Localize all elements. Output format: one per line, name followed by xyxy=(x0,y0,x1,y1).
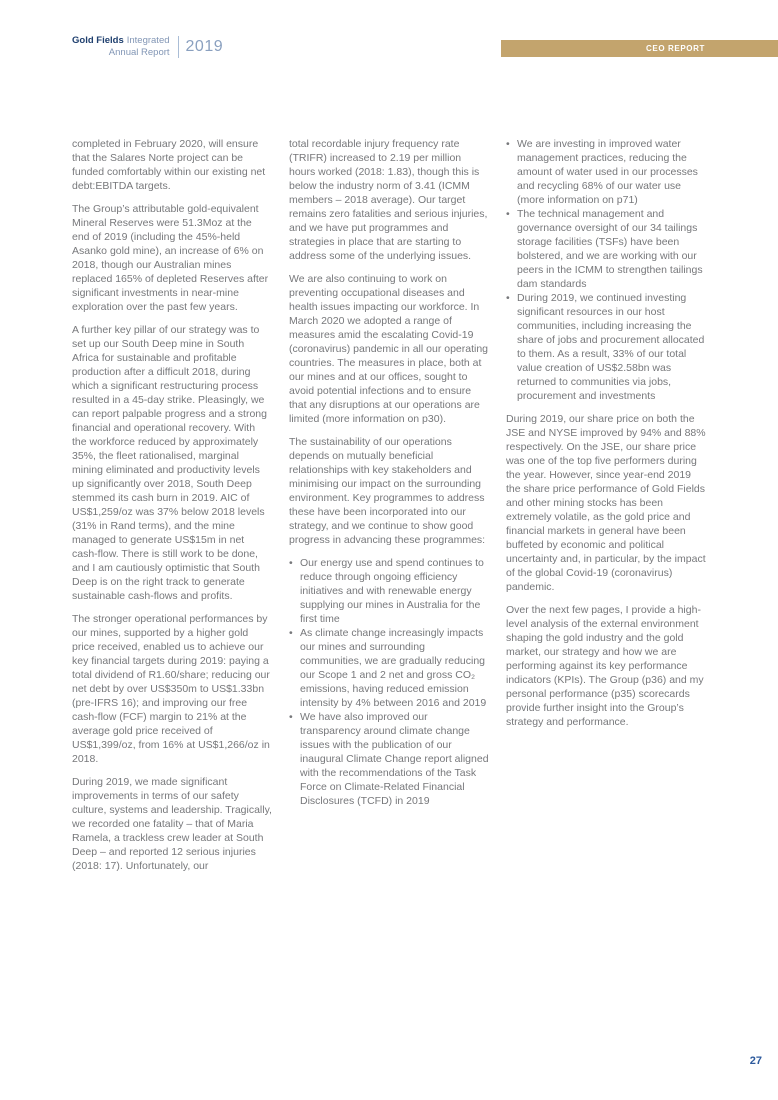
paragraph: A further key pillar of our strategy was to set up our South Deep mine in South Africa for sustainable and profitable production after a difficult 2018, during which a significant restructuring process resulted in a 45-day strike. Pleasingly, we can report palpable progress and a strong financial and operational recovery. With the workforce reduced by approximately 35%, the fleet rationalised, marginal mining eliminated and productivity levels up significantly over 2018, South Deep stemmed its cash burn in 2019. AIC of US$1,259/oz was 37% below 2018 levels (31% in Rand terms), and the mine managed to generate US$15m in net cash-flow. There is still work to be done, and I am cautiously optimistic that South Deep is on the right track to generate sustainable cash-flows and profits. xyxy=(72,324,267,602)
list-item: • During 2019, we continued investing significant resources in our host communities, including increasing the share of jobs and procurement allocated to them. As a result, 33% of our total value creation of US$2.58bn was returned to communities via jobs, procurement and investments xyxy=(506,291,706,403)
bullet-list xyxy=(289,556,489,808)
logo-line-1 xyxy=(72,35,170,47)
list-item: • As climate change increasingly impacts our mines and surrounding communities, we are gradually reducing our Scope 1 and 2 net and gross CO₂ emissions, having reduced emission intensity by 4% between 2016 and 2019 xyxy=(289,626,489,710)
logo-divider xyxy=(178,36,179,58)
bullet-list xyxy=(506,137,706,403)
paragraph: completed in February 2020, will ensure that the Salares Norte project can be funded comfortably within our existing net debt:EBITDA targets. xyxy=(72,138,266,192)
paragraph: During 2019, we made significant improvements in terms of our safety culture, systems and leadership. Tragically, we recorded one fatality – that of Maria Ramela, a trackless crew leader at South Deep – and reported 12 serious injuries (2018: 17). Unfortunately, our xyxy=(72,776,272,872)
logo-year: 2019 xyxy=(185,37,224,55)
logo-text xyxy=(72,35,170,58)
list-item: • We are investing in improved water management practices, reducing the amount of water used in our processes and recycling 68% of our water use (more information on p71) xyxy=(506,137,706,207)
gold-fields-logo xyxy=(72,35,223,58)
list-item: • We have also improved our transparency around climate change issues with the publication of our inaugural Climate Change report aligned with the recommendations of the Task Force on Climate-Related Financial Disclosures (TCFD) in 2019 xyxy=(289,710,489,808)
list-item: • Our energy use and spend continues to reduce through ongoing efficiency initiatives and with renewable energy supplying our mines in Australia for the first time xyxy=(289,556,489,626)
paragraph: total recordable injury frequency rate (TRIFR) increased to 2.19 per million hours worked (2018: 1.83), though this is below the industry norm of 3.41 (ICMM members – 2018 average). Our target remains zero fatalities and serious injuries, and we have put programmes and strategies in place that are starting to address some of the underlying issues. xyxy=(289,138,488,262)
page-content xyxy=(72,137,706,873)
page-number: 27 xyxy=(749,1055,762,1067)
logo-line-2: Annual Report xyxy=(108,46,170,58)
column-3 xyxy=(506,137,706,873)
paragraph: The Group’s attributable gold-equivalent Mineral Reserves were 51.3Moz at the end of 2019 (including the 45%-held Asanko gold mine), an increase of 6% on 2018, though our Australian mines replaced 165% of depleted Reserves after significant investments in near-mine exploration over the past few years. xyxy=(72,203,269,313)
logo-brand: Gold Fields xyxy=(72,35,124,46)
column-1 xyxy=(72,137,272,873)
paragraph: Over the next few pages, I provide a high-level analysis of the external environment shaping the gold industry and the gold market, our strategy and how we are performing against its key performance indicators (KPIs). The Group (p36) and my personal performance (p35) scorecards provide further insight into the Group’s strategy and performance. xyxy=(506,604,704,728)
paragraph: The stronger operational performances by our mines, supported by a higher gold price received, enabled us to achieve our key financial targets during 2019: paying a total dividend of R1.60/share; reducing our net debt by over US$350m to US$1.33bn (pre-IFRS 16); and improving our free cash-flow (FCF) margin to 21% at the average gold price received of US$1,399/oz, from 16% at US$1,266/oz in 2018. xyxy=(72,613,270,765)
paragraph: The sustainability of our operations depends on mutually beneficial relationships with key stakeholders and minimising our impact on the surrounding environment. Key programmes to address these have been incorporated into our strategy, and we continue to show good progress in advancing these programmes: xyxy=(289,436,486,546)
banner-label: CEO REPORT xyxy=(646,44,705,53)
ceo-report-banner xyxy=(501,40,778,57)
column-2 xyxy=(289,137,489,873)
list-item: • The technical management and governance oversight of our 34 tailings storage facilities (TSFs) have been bolstered, and we are working with our peers in the ICMM to strengthen tailings dam standards xyxy=(506,207,706,291)
paragraph: We are also continuing to work on preventing occupational diseases and health issues impacting our workforce. In March 2020 we adopted a range of measures amid the escalating Covid-19 (coronavirus) pandemic in all our operating countries. The measures in place, both at our mines and at our offices, sought to avoid potential infections and to ensure that any disruptions at our operations are limited (more information on p30). xyxy=(289,273,489,425)
paragraph: During 2019, our share price on both the JSE and NYSE improved by 94% and 88% respectively. On the JSE, our share price was one of the top five performers during the year. However, since year-end 2019 the share price performance of Gold Fields and other mining stocks has been extremely volatile, as the gold price and financial markets in general have been buffeted by economic and political uncertainty and, in particular, by the impact of the global Covid-19 (coronavirus) pandemic. xyxy=(506,413,706,593)
logo-brand-suffix: Integrated xyxy=(126,35,170,46)
